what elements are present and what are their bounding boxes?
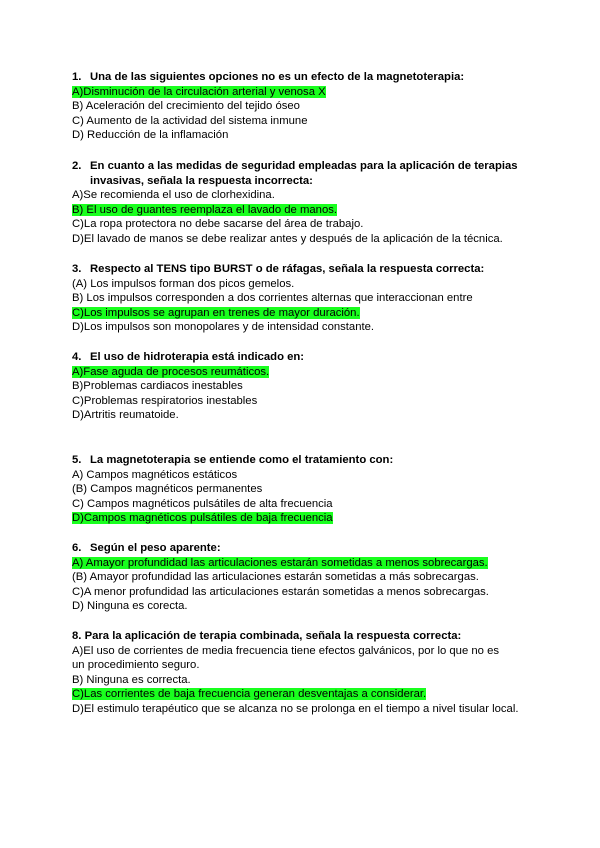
question-number: 1. [72, 71, 82, 83]
answer-option: B) Ninguna es correcta. [72, 673, 191, 686]
answer-option: A)Fase aguda de procesos reumáticos. [72, 365, 270, 378]
answer-option: A)Disminución de la circulación arterial y venosa X [72, 85, 326, 98]
answer-option: C)Las corrientes de baja frecuencia generan desventajas a considerar. [72, 688, 427, 700]
answer-option: B) El uso de guantes reemplaza el lavado de manos. [72, 203, 338, 216]
answer-option: (A) Los impulsos forman dos picos gemelos. [72, 277, 295, 290]
answer-option: B) Los impulsos corresponden a dos corrientes alternas que interaccionan entre [72, 292, 473, 304]
question-text: Para la aplicación de terapia combinada, señala la respuesta correcta: [84, 630, 462, 642]
question-6 [72, 541, 522, 614]
question-2 [72, 159, 522, 246]
question-text: Una de las siguientes opciones no es un efecto de la magnetoterapia: [90, 71, 465, 83]
question-title [72, 541, 522, 556]
answer-option: D)Artritis reumatoide. [72, 409, 179, 421]
answer-option: C) Campos magnéticos pulsátiles de alta frecuencia [72, 497, 333, 510]
answer-option: C)La ropa protectora no debe sacarse del área de trabajo. [72, 218, 364, 230]
answer-option: A)El uso de corrientes de media frecuencia tiene efectos galvánicos, por lo que no es un procedimiento seguro. [72, 644, 500, 671]
answer-option: D) Reducción de la inflamación [72, 129, 229, 141]
question-text: La magnetoterapia se entiende como el tratamiento con: [90, 454, 394, 466]
answer-option: B) Aceleración del crecimiento del tejido óseo [72, 100, 300, 112]
answer-option: D)Campos magnéticos pulsátiles de baja frecuencia [72, 512, 333, 524]
question-8 [72, 629, 519, 716]
question-3 [72, 262, 522, 335]
question-number: 5. [72, 454, 82, 466]
answer-option: A)Se recomienda el uso de clorhexidina. [72, 189, 275, 201]
answer-option: (B) Amayor profundidad las articulaciones estarán sometidas a más sobrecargas. [72, 571, 479, 583]
question-text: En cuanto a las medidas de seguridad empleadas para la aplicación de terapias invasivas, señala la respuesta incorrecta: [90, 160, 518, 187]
question-title [72, 262, 522, 277]
answer-option: D)El lavado de manos se debe realizar antes y después de la aplicación de la técnica. [72, 232, 503, 245]
answer-option: (B) Campos magnéticos permanentes [72, 483, 263, 495]
question-text: El uso de hidroterapia está indicado en: [90, 351, 305, 363]
question-text: Según el peso aparente: [90, 542, 221, 554]
answer-option: D) Ninguna es corecta. [72, 600, 188, 612]
answer-option: B)Problemas cardiacos inestables [72, 380, 243, 392]
answer-option: D)Los impulsos son monopolares y de intensidad constante. [72, 321, 375, 333]
answer-option: C)Problemas respiratorios inestables [72, 394, 258, 407]
question-title [72, 453, 522, 468]
answer-option: A) Campos magnéticos estáticos [72, 468, 238, 481]
question-title [72, 70, 522, 85]
question-4 [72, 350, 522, 423]
question-number: 3. [72, 263, 82, 275]
question-5 [72, 453, 522, 526]
answer-option: C)Los impulsos se agrupan en trenes de mayor duración. [72, 306, 360, 319]
question-1 [72, 70, 522, 143]
question-title [72, 629, 512, 644]
question-number: 2. [72, 160, 82, 172]
answer-option: C) Aumento de la actividad del sistema inmune [72, 114, 308, 127]
answer-option: D)El estimulo terapéutico que se alcanza no se prolonga en el tiempo a nivel tisular local. [72, 702, 519, 715]
answer-option: C)A menor profundidad las articulaciones estarán sometidas a menos sobrecargas. [72, 585, 489, 598]
question-text: Respecto al TENS tipo BURST o de ráfagas, señala la respuesta correcta: [90, 263, 485, 275]
question-number: 6. [72, 542, 82, 554]
question-title [72, 350, 522, 365]
question-number: 4. [72, 351, 82, 363]
question-number: 8. [72, 630, 82, 642]
question-title [72, 159, 522, 188]
answer-option: A) Amayor profundidad las articulaciones estarán sometidas a menos sobrecargas. [72, 556, 488, 569]
